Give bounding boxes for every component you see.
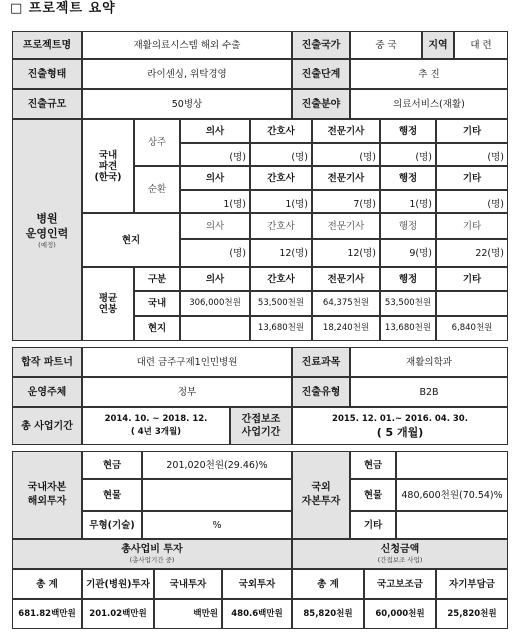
total-invest-note: (총사업기간 중) [129, 555, 175, 564]
total-period-label: 총 사업기간 [12, 407, 82, 445]
dispatch-line3: (한국) [94, 171, 122, 183]
applied-total-header: 총 계 [292, 569, 364, 599]
export-form-value: 라이센싱, 위탁경영 [82, 59, 292, 89]
export-field-label: 진출분야 [292, 89, 350, 119]
salary-local-admin: 13,680천원 [380, 316, 436, 341]
dom-capital-line2: 해외투자 [27, 496, 67, 507]
total-investment-header [12, 539, 292, 569]
salary-local-doctor [180, 316, 250, 341]
resident-tech-count: (명) [312, 143, 380, 166]
domestic-invest-header: 국내투자 [154, 569, 222, 599]
rotation-admin-count: 1(명) [380, 190, 436, 213]
gov-subsidy-value: 60,000천원 [364, 599, 436, 629]
domestic-cash-value: 201,020천원(29.46)% [142, 451, 292, 479]
resident-nurse-header: 간호사 [250, 119, 312, 143]
support-range: 2015. 12. 01.~ 2016. 04. 30. [332, 414, 468, 424]
applied-title: 신청금액 [380, 543, 420, 555]
region-label: 지역 [422, 31, 454, 59]
salary-doctor-header: 의사 [180, 267, 250, 291]
project-summary-table [12, 31, 508, 629]
export-scale-value: 50병상 [82, 89, 292, 119]
foreign-in-kind-value: 480,600천원(70.54)% [396, 479, 508, 511]
local-admin-header: 행정 [380, 213, 436, 239]
salary-domestic-tech: 64,375천원 [312, 291, 380, 316]
export-field-value: 의료서비스(재활) [350, 89, 508, 119]
domestic-intangible-label: 무형(기술) [82, 511, 142, 539]
operator-label: 운영주체 [12, 377, 82, 407]
region-value: 대 련 [454, 31, 508, 59]
section-heading: □ 프로젝트 요약 [10, 1, 116, 16]
rotation-nurse-count: 1(명) [250, 190, 312, 213]
salary-domestic-etc [436, 291, 508, 316]
foreign-etc-label: 기타 [350, 511, 396, 539]
self-burden-header: 자기부담금 [436, 569, 508, 599]
local-nurse-count: 12(명) [250, 239, 312, 267]
dispatch-line1: 국내 [98, 149, 118, 161]
partner-value: 대련 금주구제1인민병원 [82, 347, 292, 377]
support-period-label [230, 407, 292, 445]
domestic-in-kind-label: 현물 [82, 479, 142, 511]
local-etc-header: 기타 [436, 213, 508, 239]
local-staff-label: 현지 [82, 213, 180, 267]
applied-total-value: 85,820천원 [292, 599, 364, 629]
resident-etc-header: 기타 [436, 119, 508, 143]
domestic-intangible-value: % [142, 511, 292, 539]
export-country-value: 중 국 [350, 31, 422, 59]
total-invest-title: 총사업비 투자 [121, 543, 183, 555]
foreign-in-kind-label: 현물 [350, 479, 396, 511]
total-period-value [82, 407, 230, 445]
rotation-admin-header: 행정 [380, 166, 436, 190]
support-duration: ( 5 개월) [376, 426, 424, 439]
dispatch-line2: 파견 [98, 160, 118, 172]
local-tech-header: 전문기사 [312, 213, 380, 239]
local-tech-count: 12(명) [312, 239, 380, 267]
staff-label-line2: 운영인력 [25, 226, 69, 240]
salary-local-etc: 6,840천원 [436, 316, 508, 341]
salary-local-tech: 18,240천원 [312, 316, 380, 341]
resident-admin-header: 행정 [380, 119, 436, 143]
resident-nurse-count: (명) [250, 143, 312, 166]
salary-domestic-admin: 53,500천원 [380, 291, 436, 316]
local-admin-count: 9(명) [380, 239, 436, 267]
avg-salary-label [82, 267, 134, 341]
operator-value: 정부 [82, 377, 292, 407]
resident-label: 상주 [134, 119, 180, 166]
salary-nurse-header: 간호사 [250, 267, 312, 291]
dept-label: 진료과목 [292, 347, 350, 377]
resident-doctor-count: (명) [180, 143, 250, 166]
salary-line1: 평균 [98, 293, 118, 304]
salary-line2: 연봉 [98, 304, 118, 315]
export-type-label: 진출유형 [292, 377, 350, 407]
partner-label: 합작 파트너 [12, 347, 82, 377]
for-capital-line1: 국외 [311, 482, 331, 493]
export-stage-label: 진출단계 [292, 59, 350, 89]
salary-domestic-doctor: 306,000천원 [180, 291, 250, 316]
rotation-etc-count: (명) [436, 190, 508, 213]
self-burden-value: 25,820천원 [436, 599, 508, 629]
domestic-capital-label [12, 451, 82, 539]
support-label-line1: 간접보조 [241, 414, 281, 425]
rotation-label: 순환 [134, 166, 180, 213]
salary-local-label: 현지 [134, 316, 180, 341]
dept-value: 재활의학과 [350, 347, 508, 377]
project-name-value: 재활의료시스템 해외 수출 [82, 31, 292, 59]
period-duration: ( 4년 3개월) [130, 427, 182, 437]
rotation-etc-header: 기타 [436, 166, 508, 190]
export-form-label: 진출형태 [12, 59, 82, 89]
host-invest-value: 201.02백만원 [82, 599, 154, 629]
rotation-doctor-count: 1(명) [180, 190, 250, 213]
salary-tech-header: 전문기사 [312, 267, 380, 291]
applied-amount-header [292, 539, 508, 569]
division-header: 구분 [134, 267, 180, 291]
local-doctor-count: (명) [180, 239, 250, 267]
domestic-dispatch-label [82, 119, 134, 213]
export-country-label: 진출국가 [292, 31, 350, 59]
rotation-doctor-header: 의사 [180, 166, 250, 190]
support-label-line2: 사업기간 [241, 427, 281, 438]
for-capital-line2: 자본투자 [301, 496, 341, 507]
export-type-value: B2B [350, 377, 508, 407]
resident-doctor-header: 의사 [180, 119, 250, 143]
foreign-invest-value: 480.6백만원 [222, 599, 292, 629]
export-stage-value: 추 진 [350, 59, 508, 89]
salary-etc-header: 기타 [436, 267, 508, 291]
salary-admin-header: 행정 [380, 267, 436, 291]
foreign-etc-value [396, 511, 508, 539]
salary-domestic-nurse: 53,500천원 [250, 291, 312, 316]
applied-note: (간접보조 사업) [377, 555, 423, 564]
resident-tech-header: 전문기사 [312, 119, 380, 143]
export-scale-label: 진출규모 [12, 89, 82, 119]
staff-label-line1: 병원 [36, 211, 58, 225]
foreign-invest-header: 국외투자 [222, 569, 292, 599]
support-period-value [292, 407, 508, 445]
resident-admin-count: (명) [380, 143, 436, 166]
host-invest-header: 기관(병원)투자 [82, 569, 154, 599]
local-doctor-header: 의사 [180, 213, 250, 239]
domestic-cash-label: 현금 [82, 451, 142, 479]
local-etc-count: 22(명) [436, 239, 508, 267]
rotation-nurse-header: 간호사 [250, 166, 312, 190]
foreign-capital-label [292, 451, 350, 539]
domestic-invest-value: 백만원 [154, 599, 222, 629]
hospital-staff-label [12, 119, 82, 341]
period-range: 2014. 10. ~ 2018. 12. [104, 414, 208, 424]
salary-domestic-label: 국내 [134, 291, 180, 316]
foreign-cash-value [396, 451, 508, 479]
domestic-in-kind-value [142, 479, 292, 511]
total-value: 681.82백만원 [12, 599, 82, 629]
rotation-tech-count: 7(명) [312, 190, 380, 213]
dom-capital-line1: 국내자본 [27, 482, 67, 493]
rotation-tech-header: 전문기사 [312, 166, 380, 190]
project-name-label: 프로젝트명 [12, 31, 82, 59]
foreign-cash-label: 현금 [350, 451, 396, 479]
gov-subsidy-header: 국고보조금 [364, 569, 436, 599]
total-header: 총 계 [12, 569, 82, 599]
staff-label-note: (예정) [38, 240, 56, 249]
resident-etc-count: (명) [436, 143, 508, 166]
salary-local-nurse: 13,680천원 [250, 316, 312, 341]
local-nurse-header: 간호사 [250, 213, 312, 239]
